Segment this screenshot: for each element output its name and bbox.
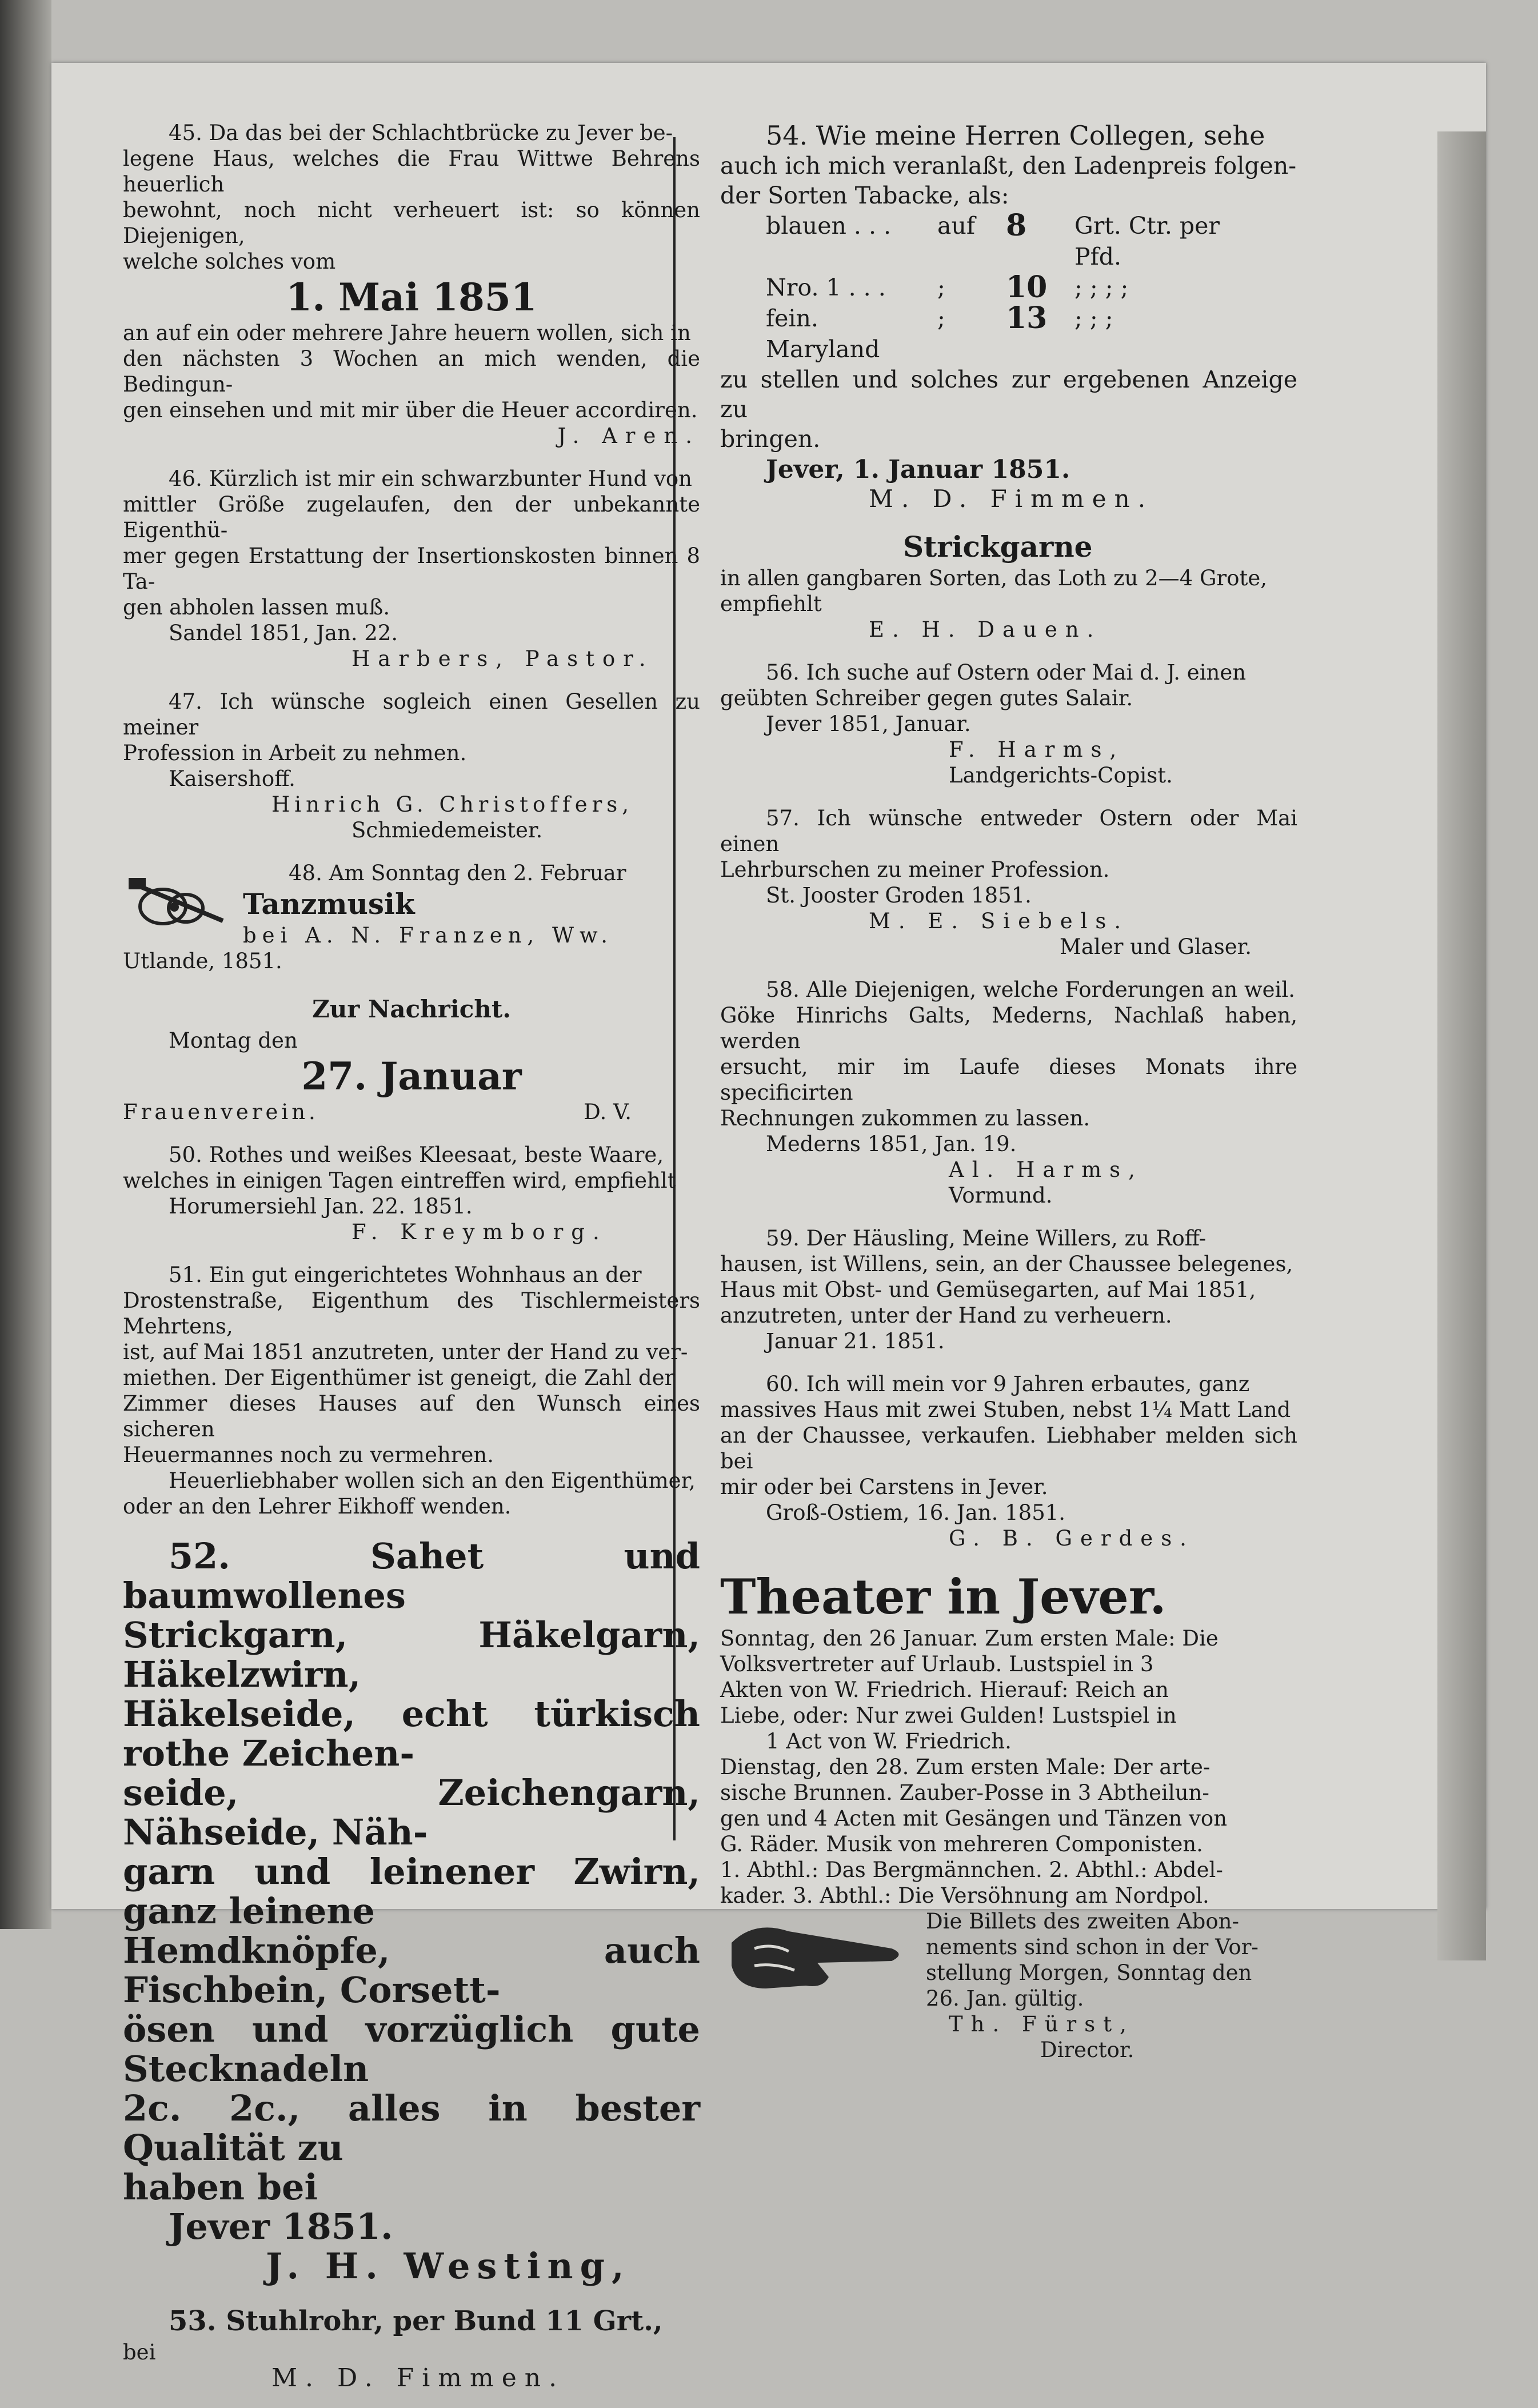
ad-51 (123, 1262, 700, 1519)
text-line: stellung Morgen, Sonntag den (926, 1960, 1252, 1985)
text-line: Heuermannes noch zu vermehren. (123, 1443, 494, 1467)
text-line: Zimmer dieses Hauses auf den Wunsch eines sicheren (123, 1391, 700, 1441)
text-line: gen abholen lassen muß. (123, 595, 390, 620)
text-line: 59. Der Häusling, Meine Willers, zu Roff- (766, 1226, 1207, 1251)
text-line: 58. Alle Diejenigen, welche Forderungen an weil. (766, 977, 1295, 1002)
text-line: der Sorten Tabacke, als: (720, 182, 1009, 209)
text-line: G. Räder. Musik von mehreren Componisten. (720, 1832, 1203, 1856)
text-line: St. Jooster Groden 1851. (766, 883, 1032, 908)
text-line: gen einsehen und mit mir über die Heuer accordiren. (123, 398, 698, 422)
price-unit: ; ; ; (1074, 305, 1113, 332)
text-line: Heuerliebhaber wollen sich an den Eigenthümer, (169, 1468, 696, 1493)
text-line: 51. Ein gut eingerichtetes Wohnhaus an der (169, 1263, 642, 1287)
ad-48 (123, 860, 700, 974)
text-line: 53. Stuhlrohr, per Bund 11 Grt., (169, 2305, 663, 2337)
text-line: Profession in Arbeit zu nehmen. (123, 741, 467, 765)
date-heading: 27. Januar (301, 1054, 522, 1099)
signature: Harbers, Pastor. (351, 646, 654, 671)
text-line: 50. Rothes und weißes Kleesaat, beste Waare, (169, 1143, 664, 1167)
text-line: 57. Ich wünsche entweder Ostern oder Mai einen (720, 806, 1297, 856)
text-line: bei (123, 2340, 156, 2365)
price-label: fein. Maryland (766, 305, 880, 363)
text-line: welches in einigen Tagen eintreffen wird, empfiehlt (123, 1168, 676, 1193)
text-line: hausen, ist Willens, sein, an der Chaussee belegenes, (720, 1252, 1293, 1276)
price-prep: ; (937, 274, 945, 301)
book-binding (0, 0, 51, 1929)
text-line: nements sind schon in der Vor- (926, 1935, 1259, 1959)
text-line: bei A. N. Franzen, Ww. (243, 923, 614, 948)
text-line: Rechnungen zukommen zu lassen. (720, 1106, 1090, 1131)
price-value: 8 (1006, 208, 1027, 243)
text-line: Groß-Ostiem, 16. Jan. 1851. (766, 1500, 1066, 1525)
text-line: 54. Wie meine Herren Collegen, sehe (766, 120, 1265, 151)
price-prep: ; (937, 305, 945, 332)
signature: E. H. Dauen. (869, 617, 1102, 642)
text-line: ösen und vorzüglich gute Stecknadeln (123, 2008, 700, 2090)
price-label: Nro. 1 . . . (766, 274, 886, 301)
text-line: 2c. 2c., alles in bester Qualität zu (123, 2087, 700, 2169)
ad-50 (123, 1142, 700, 1245)
ad-54 (720, 120, 1297, 512)
signature-title: Vormund. (949, 1183, 1053, 1208)
text-line: Drostenstraße, Eigenthum des Tischlermeisters Mehrtens, (123, 1288, 700, 1339)
text-line: Sandel 1851, Jan. 22. (169, 621, 398, 645)
signature: Al. Harms, (949, 1157, 1143, 1182)
ad-59 (720, 1225, 1297, 1354)
text-line: Göke Hinrichs Galts, Mederns, Nachlaß haben, werden (720, 1003, 1297, 1053)
signature: J. Aren. (557, 424, 700, 448)
text-line: welche solches vom (123, 249, 336, 274)
ad-heading: Zur Nachricht. (312, 995, 511, 1023)
text-line: 46. Kürzlich ist mir ein schwarzbunter Hund von (169, 466, 692, 491)
price-value: 10 (1006, 270, 1048, 305)
signature-title: Schmiedemeister. (351, 818, 543, 842)
signature: M. E. Siebels. (869, 909, 1129, 933)
signature-title: Landgerichts-Copist. (949, 763, 1173, 788)
signature: Th. Fürst, (949, 2012, 1134, 2036)
text-line: Häkelseide, echt türkisch rothe Zeichen- (123, 1693, 700, 1774)
price-row (720, 272, 1297, 303)
text-line: Akten von W. Friedrich. Hierauf: Reich an (720, 1678, 1169, 1702)
right-column (720, 120, 1297, 2080)
price-label: blauen . . . (766, 212, 892, 239)
text-line: Sonntag, den 26 Januar. Zum ersten Male: Die (720, 1626, 1219, 1651)
ad-49 (123, 991, 700, 1125)
text-line: mittler Größe zugelaufen, den der unbekannte Eigenthü- (123, 492, 700, 542)
ad-45 (123, 120, 700, 449)
ad-52 (123, 1536, 700, 2286)
ad-theater (720, 1568, 1297, 2063)
text-line: 47. Ich wünsche sogleich einen Gesellen zu meiner (123, 689, 700, 740)
text-line: zu stellen und solches zur ergebenen Anzeige zu (720, 366, 1297, 423)
text-line: Haus mit Obst- und Gemüsegarten, auf Mai 1851, (720, 1277, 1256, 1302)
text-line: miethen. Der Eigenthümer ist geneigt, die Zahl der (123, 1365, 675, 1390)
text-line: Mederns 1851, Jan. 19. (766, 1132, 1017, 1156)
text-line: Hemdknöpfe, auch Fischbein, Corsett- (123, 1930, 700, 2011)
text-line: ersucht, mir im Laufe dieses Monats ihre specificirten (720, 1055, 1297, 1105)
text-line: bringen. (720, 425, 821, 453)
newspaper-page (51, 63, 1486, 2393)
text-line: Strickgarn, Häkelgarn, Häkelzwirn, (123, 1614, 700, 1695)
ad-57 (720, 805, 1297, 960)
text-line: Die Billets des zweiten Abon- (926, 1909, 1239, 1934)
text-line: Jever 1851, Januar. (766, 712, 971, 736)
ad-heading: Strickgarne (903, 530, 1093, 564)
text-line: 45. Da das bei der Schlachtbrücke zu Jever be- (169, 121, 673, 145)
text-line: haben bei (123, 2166, 318, 2208)
text-line: in allen gangbaren Sorten, das Loth zu 2—4 Grote, (720, 566, 1268, 590)
text-line: Januar 21. 1851. (766, 1329, 945, 1353)
signature-title: Director. (1040, 2038, 1134, 2062)
text-line: seide, Zeichengarn, Nähseide, Näh- (123, 1772, 700, 1853)
text-line: Montag den (169, 1028, 298, 1053)
text-line: sische Brunnen. Zauber-Posse in 3 Abtheilun- (720, 1780, 1209, 1805)
date-heading: 1. Mai 1851 (286, 275, 537, 320)
ad-55 (720, 529, 1297, 642)
price-value: 13 (1006, 301, 1048, 336)
text-line: ist, auf Mai 1851 anzutreten, unter der Hand zu ver- (123, 1340, 688, 1364)
text-line: mer gegen Erstattung der Insertionskosten binnen 8 Ta- (123, 544, 700, 594)
signature: G. B. Gerdes. (949, 1526, 1195, 1551)
ad-56 (720, 660, 1297, 788)
price-unit: Grt. Ctr. per Pfd. (1074, 212, 1220, 270)
text-line: 1. Abthl.: Das Bergmännchen. 2. Abthl.: Abdel- (720, 1858, 1223, 1882)
price-row (720, 210, 1297, 272)
signature: M. D. Fimmen. (869, 485, 1154, 513)
signature: M. D. Fimmen. (271, 2363, 565, 2393)
text-line: oder an den Lehrer Eikhoff wenden. (123, 1494, 512, 1519)
text-line: Jever 1851. (169, 2206, 393, 2247)
price-row (720, 303, 1297, 365)
price-unit: ; ; ; ; (1074, 274, 1129, 301)
text-line: gen und 4 Acten mit Gesängen und Tänzen von (720, 1806, 1228, 1831)
text-line: 1 Act von W. Friedrich. (766, 1729, 1012, 1754)
ad-58 (720, 977, 1297, 1208)
signature-title: Maler und Glaser. (1060, 935, 1252, 959)
text-line: auch ich mich veranlaßt, den Ladenpreis folgen- (720, 152, 1297, 179)
text-line: empfiehlt (720, 592, 822, 616)
signature: D. V. (584, 1100, 632, 1124)
text-line: 56. Ich suche auf Ostern oder Mai d. J. einen (766, 660, 1247, 685)
guitar-icon (123, 864, 231, 938)
text-line: Frauenverein. (123, 1100, 319, 1124)
text-line: garn und leinener Zwirn, ganz leinene (123, 1851, 700, 1932)
text-line: kader. 3. Abthl.: Die Versöhnung am Nordpol. (720, 1883, 1209, 1908)
text-line: legene Haus, welches die Frau Wittwe Behrens heuerlich (123, 146, 700, 197)
ad-60 (720, 1371, 1297, 1551)
text-line: bewohnt, noch nicht verheuert ist: so können Diejenigen, (123, 198, 700, 248)
text-line: Liebe, oder: Nur zwei Gulden! Lustspiel in (720, 1703, 1177, 1728)
ad-heading: Tanzmusik (243, 887, 415, 921)
text-line: Dienstag, den 28. Zum ersten Male: Der arte- (720, 1755, 1211, 1779)
text-line: massives Haus mit zwei Stuben, nebst 1¼ Matt Land (720, 1397, 1291, 1422)
price-prep: auf (937, 212, 976, 239)
text-line: 52. Sahet und baumwollenes (123, 1535, 700, 1616)
ad-46 (123, 466, 700, 672)
text-line: 26. Jan. gültig. (926, 1986, 1084, 2011)
text-line: 60. Ich will mein vor 9 Jahren erbautes, ganz (766, 1372, 1250, 1396)
text-line: Volksvertreter auf Urlaub. Lustspiel in 3 (720, 1652, 1154, 1676)
text-line: anzutreten, unter der Hand zu verheuern. (720, 1303, 1172, 1328)
ad-53 (123, 2303, 700, 2391)
left-column (123, 120, 700, 2408)
text-line: Lehrburschen zu meiner Profession. (720, 857, 1110, 882)
text-line: geübten Schreiber gegen gutes Salair. (720, 686, 1133, 710)
text-line: den nächsten 3 Wochen an mich wenden, die Bedingun- (123, 346, 700, 397)
pointing-hand-icon (720, 1908, 926, 2011)
signature: J. H. Westing, (266, 2245, 631, 2287)
text-line: 48. Am Sonntag den 2. Februar (289, 861, 626, 885)
text-line: an auf ein oder mehrere Jahre heuern wollen, sich in (123, 321, 691, 345)
text-line: Jever, 1. Januar 1851. (766, 455, 1070, 484)
text-line: Horumersiehl Jan. 22. 1851. (169, 1194, 473, 1219)
text-line: Kaisershoff. (169, 766, 295, 791)
signature: Hinrich G. Christoffers, (271, 792, 634, 817)
signature: F. Harms, (949, 737, 1125, 762)
page-edge (1437, 131, 1486, 1960)
theater-heading: Theater in Jever. (720, 1568, 1167, 1625)
signature: F. Kreymborg. (351, 1220, 608, 1244)
ad-47 (123, 689, 700, 843)
text-line: an der Chaussee, verkaufen. Liebhaber melden sich bei (720, 1423, 1297, 1473)
text-line: mir oder bei Carstens in Jever. (720, 1475, 1048, 1499)
text-line: Utlande, 1851. (123, 949, 282, 973)
